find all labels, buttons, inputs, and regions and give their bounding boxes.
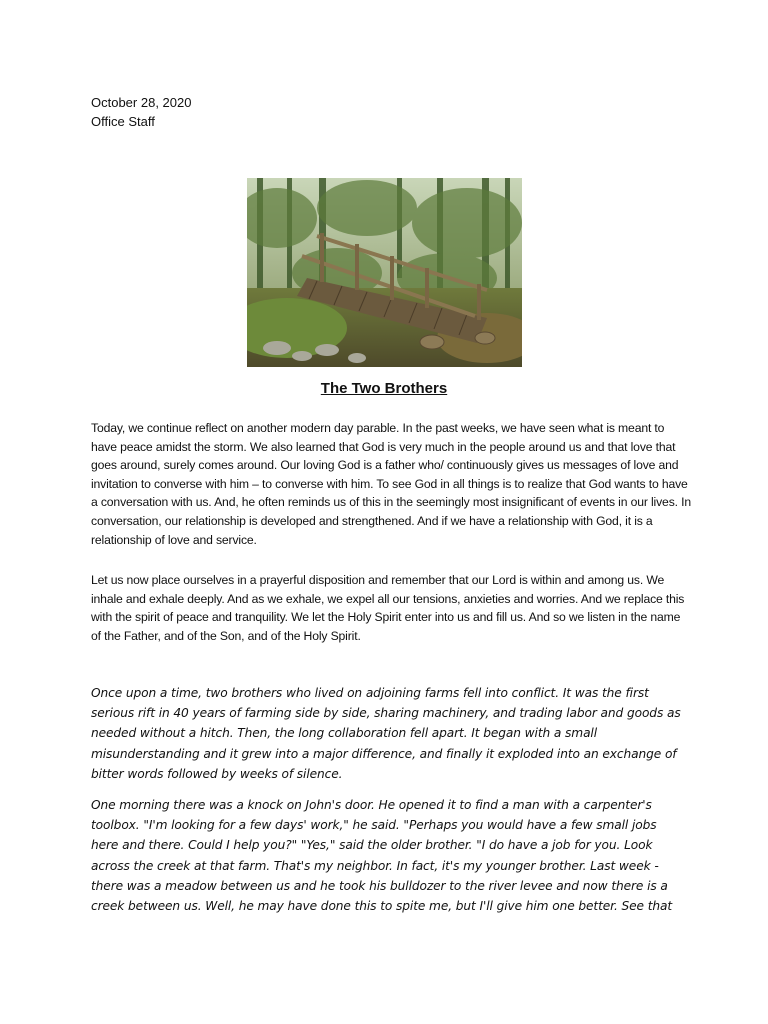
document-title: The Two Brothers (320, 380, 448, 397)
bridge-photo (247, 178, 522, 367)
date: October 28, 2020 (91, 95, 192, 110)
story-paragraph-2: One morning there was a knock on John's door. He opened it to find a man with a carpenter's toolbox. "I'm looking for a few days' work," he said. "Perhaps you would have a few small jobs here and there. Could I help you?" "Yes," said the older brother. "I do have a job for you. Look across the creek at that farm. That's my neighbor. In fact, it's my younger brother. Last week - there was a meadow between us and he took his bulldozer to the river levee and now there is a creek between us. Well, he may have done this to spite me, but I'll give him one better. See that (91, 798, 673, 914)
story-paragraph-1: Once upon a time, two brothers who lived on adjoining farms fell into conflict. It was the first serious rift in 40 years of farming side by side, sharing machinery, and trading labor and goods as needed without a hitch. Then, the long collaboration fell apart. It began with a small misunderstanding and it grew into a major difference, and finally it exploded into an exchange of bitter words followed by weeks of silence. (91, 686, 681, 781)
author: Office Staff (91, 114, 155, 129)
bridge-illustration (247, 178, 522, 367)
prayer-paragraph: Let us now place ourselves in a prayerful disposition and remember that our Lord is within and among us. We inhale and exhale deeply. And as we exhale, we expel all our tensions, anxieties and worries. And we replace this with the spirit of peace and tranquility. We let the Holy Spirit enter into us and fill us. And so we listen in the name of the Father, and of the Son, and of the Holy Spirit. (91, 573, 685, 643)
intro-paragraph: Today, we continue reflect on another modern day parable. In the past weeks, we have seen what is meant to have peace amidst the storm. We also learned that God is very much in the people around us and that love that goes around, surely comes around. Our loving God is a father who/ continuously gives us messages of love and invitation to converse with him – to converse with him. To see God in all things is to realize that God wants to have a conversation with us. And, he often reminds us of this in the seemingly most insignificant of events in our lives. In conversation, our relationship is developed and strengthened. And if we have a relationship with God, it is a relationship of love and service. (91, 421, 691, 547)
document-header (91, 93, 191, 131)
